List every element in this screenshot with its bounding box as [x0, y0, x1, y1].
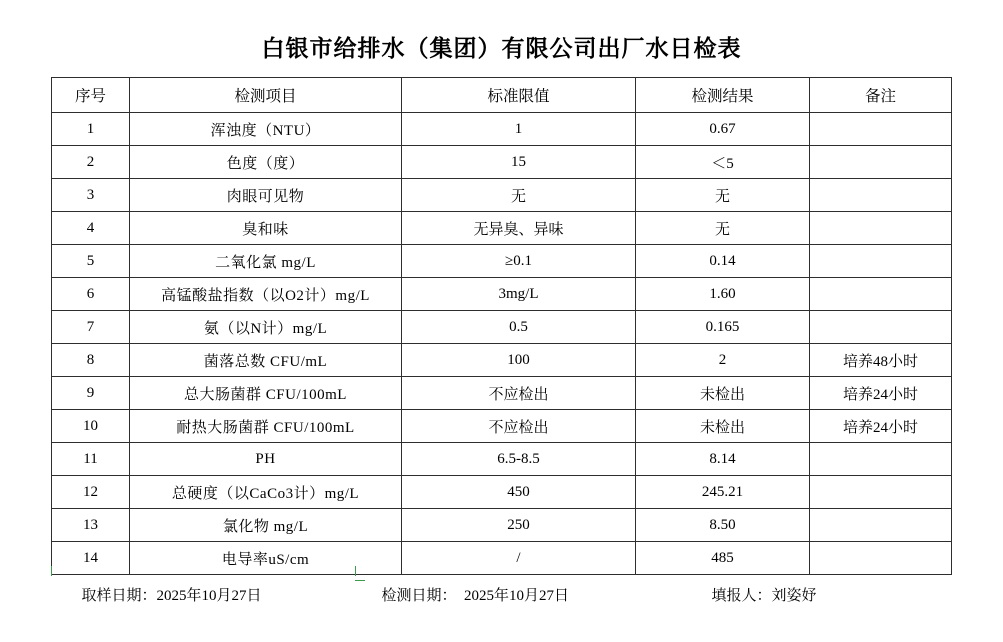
sample-date — [52, 584, 382, 605]
cell-result: 0.14 — [636, 245, 810, 278]
table-row — [52, 146, 952, 179]
column-header-limit: 标准限值 — [402, 78, 636, 113]
cell-limit: 无异臭、异味 — [402, 212, 636, 245]
cell-result: 无 — [636, 179, 810, 212]
cell-no: 13 — [52, 509, 130, 542]
table-row — [52, 311, 952, 344]
cell-remark — [810, 212, 952, 245]
table-row — [52, 212, 952, 245]
cell-result: ＜5 — [636, 146, 810, 179]
cell-no: 7 — [52, 311, 130, 344]
cell-result: 0.165 — [636, 311, 810, 344]
cell-item: 氨（以N计）mg/L — [130, 311, 402, 344]
cell-result: 1.60 — [636, 278, 810, 311]
column-header-item: 检测项目 — [130, 78, 402, 113]
test-date-label: 检测日期： — [381, 588, 457, 604]
cell-no: 4 — [52, 212, 130, 245]
column-header-result: 检测结果 — [636, 78, 810, 113]
cell-limit: 0.5 — [402, 311, 636, 344]
cell-remark: 培养24小时 — [810, 377, 952, 410]
test-date — [382, 584, 712, 605]
cell-no: 2 — [52, 146, 130, 179]
cell-item: 二氧化氯 mg/L — [130, 245, 402, 278]
cell-result: 未检出 — [636, 410, 810, 443]
cell-no: 6 — [52, 278, 130, 311]
water-quality-table — [51, 77, 952, 575]
cell-result: 无 — [636, 212, 810, 245]
table-row — [52, 278, 952, 311]
table-row — [52, 410, 952, 443]
cell-remark — [810, 476, 952, 509]
table-row — [52, 509, 952, 542]
cell-item: 色度（度） — [130, 146, 402, 179]
sample-date-value: 2025年10月27日 — [156, 588, 262, 604]
cell-no: 9 — [52, 377, 130, 410]
column-header-no: 序号 — [52, 78, 130, 113]
cell-item: 高锰酸盐指数（以O2计）mg/L — [130, 278, 402, 311]
cell-result: 2 — [636, 344, 810, 377]
cell-limit: 100 — [402, 344, 636, 377]
cell-result: 245.21 — [636, 476, 810, 509]
cell-item: 臭和味 — [130, 212, 402, 245]
table-row — [52, 344, 952, 377]
page-title: 白银市给排水（集团）有限公司出厂水日检表 — [261, 36, 742, 61]
cell-limit: 6.5-8.5 — [402, 443, 636, 476]
cell-remark — [810, 542, 952, 575]
cell-no: 11 — [52, 443, 130, 476]
cell-remark — [810, 509, 952, 542]
cell-item: 耐热大肠菌群 CFU/100mL — [130, 410, 402, 443]
cell-no: 14 — [52, 542, 130, 575]
cell-remark — [810, 278, 952, 311]
cell-item: 总硬度（以CaCo3计）mg/L — [130, 476, 402, 509]
cell-limit: 不应检出 — [402, 377, 636, 410]
column-header-remark: 备注 — [810, 78, 952, 113]
cell-result: 未检出 — [636, 377, 810, 410]
table-header-row — [52, 78, 952, 113]
reporter — [712, 584, 952, 605]
cell-remark — [810, 179, 952, 212]
cell-remark: 培养24小时 — [810, 410, 952, 443]
cell-limit: 450 — [402, 476, 636, 509]
cell-limit: / — [402, 542, 636, 575]
test-date-value: 2025年10月27日 — [464, 588, 570, 604]
footer — [52, 575, 952, 605]
reporter-label: 填报人： — [711, 588, 772, 604]
cell-limit: ≥0.1 — [402, 245, 636, 278]
table-row — [52, 245, 952, 278]
cell-item: 电导率uS/cm — [130, 542, 402, 575]
cell-item: 菌落总数 CFU/mL — [130, 344, 402, 377]
cell-item: 肉眼可见物 — [130, 179, 402, 212]
reporter-value: 刘姿妤 — [771, 588, 817, 604]
table-row — [52, 377, 952, 410]
cell-result: 485 — [636, 542, 810, 575]
table-row — [52, 443, 952, 476]
cell-item: 氯化物 mg/L — [130, 509, 402, 542]
cell-item: 浑浊度（NTU） — [130, 113, 402, 146]
cell-item: PH — [130, 443, 402, 476]
table-row — [52, 542, 952, 575]
table-row — [52, 476, 952, 509]
cell-limit: 15 — [402, 146, 636, 179]
cell-limit: 无 — [402, 179, 636, 212]
cell-limit: 1 — [402, 113, 636, 146]
cell-no: 12 — [52, 476, 130, 509]
cell-limit: 250 — [402, 509, 636, 542]
cell-no: 3 — [52, 179, 130, 212]
cell-limit: 3mg/L — [402, 278, 636, 311]
cell-remark — [810, 443, 952, 476]
cell-no: 8 — [52, 344, 130, 377]
cell-result: 8.50 — [636, 509, 810, 542]
table-row — [52, 179, 952, 212]
cell-result: 8.14 — [636, 443, 810, 476]
table-row — [52, 113, 952, 146]
cell-remark — [810, 311, 952, 344]
cell-item: 总大肠菌群 CFU/100mL — [130, 377, 402, 410]
cell-remark — [810, 146, 952, 179]
cell-no: 5 — [52, 245, 130, 278]
cell-result: 0.67 — [636, 113, 810, 146]
cell-no: 1 — [52, 113, 130, 146]
cell-limit: 不应检出 — [402, 410, 636, 443]
cell-remark — [810, 113, 952, 146]
cell-remark: 培养48小时 — [810, 344, 952, 377]
cell-remark — [810, 245, 952, 278]
cell-no: 10 — [52, 410, 130, 443]
sample-date-label: 取样日期： — [81, 588, 157, 604]
